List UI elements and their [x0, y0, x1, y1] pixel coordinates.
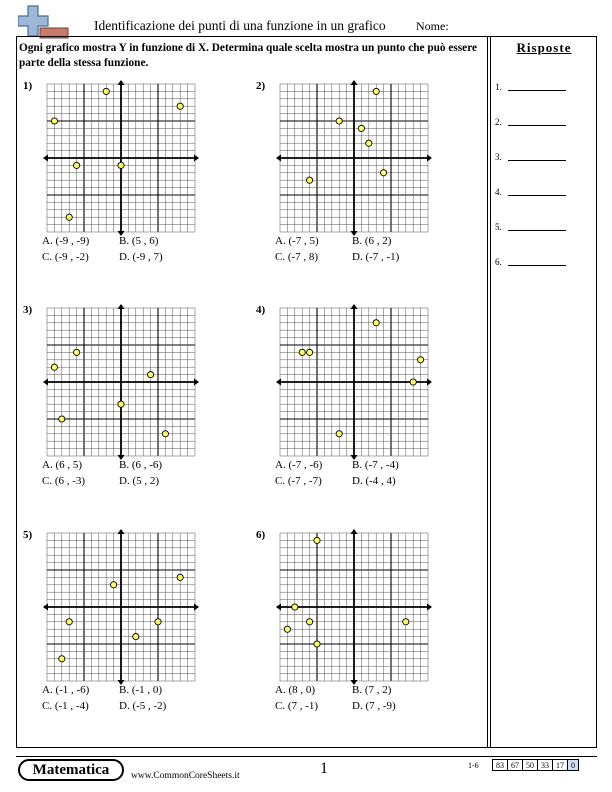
x-axis-arrow — [427, 379, 432, 386]
problem-4 — [256, 304, 476, 504]
plotted-point — [51, 364, 57, 370]
plotted-point — [336, 118, 342, 124]
plotted-point — [307, 619, 313, 625]
plotted-point — [118, 162, 124, 168]
problem-6 — [256, 529, 476, 729]
page-number: 1 — [320, 760, 328, 777]
x-axis-arrow — [427, 155, 432, 162]
problem-range: 1-6 — [468, 761, 479, 770]
choice-b: B. (6 , 2) — [352, 235, 392, 247]
plotted-point — [177, 574, 183, 580]
plotted-point — [155, 619, 161, 625]
problem-number: 4) — [256, 304, 266, 316]
plotted-point — [373, 320, 379, 326]
y-axis-arrow — [118, 80, 125, 85]
plotted-point — [307, 177, 313, 183]
choice-c: C. (6 , -3) — [42, 475, 86, 487]
y-axis-arrow — [351, 304, 358, 309]
answer-label-5: 5. — [495, 222, 502, 232]
coordinate-graph — [276, 529, 432, 685]
plotted-point — [59, 656, 65, 662]
plotted-point — [314, 537, 320, 543]
answer-column-divider — [487, 36, 491, 748]
plotted-point — [59, 416, 65, 422]
subject-badge: Matematica — [18, 759, 124, 781]
coordinate-graph — [43, 80, 199, 236]
answer-line-1[interactable] — [508, 90, 566, 91]
score-cell: 83 — [496, 761, 504, 770]
plotted-point — [381, 170, 387, 176]
x-axis-arrow — [276, 155, 281, 162]
plotted-point — [103, 88, 109, 94]
problem-2 — [256, 80, 476, 280]
plotted-point — [336, 431, 342, 437]
plotted-point — [410, 379, 416, 385]
choice-a: A. (-9 , -9) — [42, 235, 90, 247]
plotted-point — [358, 125, 364, 131]
answer-label-6: 6. — [495, 257, 502, 267]
answers-title: Risposte — [516, 40, 572, 55]
answer-line-6[interactable] — [508, 265, 566, 266]
plotted-point — [366, 140, 372, 146]
plotted-point — [314, 641, 320, 647]
answer-label-2: 2. — [495, 117, 502, 127]
answer-line-2[interactable] — [508, 125, 566, 126]
score-cell: 0 — [567, 760, 578, 770]
score-cell: 67 — [507, 760, 522, 770]
answer-line-3[interactable] — [508, 160, 566, 161]
choice-d: D. (-9 , 7) — [119, 251, 163, 263]
choice-d: D. (5 , 2) — [119, 475, 160, 487]
problem-5 — [23, 529, 243, 729]
plotted-point — [118, 401, 124, 407]
score-table — [492, 759, 579, 771]
problem-3 — [23, 304, 243, 504]
choice-a: A. (8 , 0) — [275, 684, 316, 696]
worksheet-logo — [18, 4, 70, 40]
choice-b: B. (-1 , 0) — [119, 684, 163, 696]
x-axis-arrow — [43, 604, 48, 611]
choice-d: D. (7 , -9) — [352, 700, 396, 712]
plotted-point — [74, 349, 80, 355]
x-axis-arrow — [194, 155, 199, 162]
problem-number: 2) — [256, 80, 266, 92]
plotted-point — [418, 357, 424, 363]
plotted-point — [284, 626, 290, 632]
coordinate-graph — [276, 304, 432, 460]
plotted-point — [66, 214, 72, 220]
x-axis-arrow — [427, 604, 432, 611]
choice-a: A. (-7 , -6) — [275, 459, 323, 471]
answer-label-1: 1. — [495, 82, 502, 92]
answer-line-5[interactable] — [508, 230, 566, 231]
instructions: Ogni grafico mostra Y in funzione di X. Determina quale scelta mostra un punto che può essere parte della stessa funzione. — [19, 42, 478, 69]
x-axis-arrow — [194, 379, 199, 386]
x-axis-arrow — [43, 379, 48, 386]
plotted-point — [403, 619, 409, 625]
problem-1 — [23, 80, 243, 280]
y-axis-arrow — [351, 80, 358, 85]
problem-number: 5) — [23, 529, 33, 541]
choice-a: A. (-7 , 5) — [275, 235, 319, 247]
choice-c: C. (-7 , 8) — [275, 251, 319, 263]
choice-d: D. (-5 , -2) — [119, 700, 167, 712]
y-axis-arrow — [118, 304, 125, 309]
choice-b: B. (7 , 2) — [352, 684, 392, 696]
plotted-point — [148, 372, 154, 378]
answer-label-3: 3. — [495, 152, 502, 162]
plotted-point — [51, 118, 57, 124]
x-axis-arrow — [276, 379, 281, 386]
choice-b: B. (5 , 6) — [119, 235, 159, 247]
choice-c: C. (-1 , -4) — [42, 700, 89, 712]
plotted-point — [162, 431, 168, 437]
worksheet-title: Identificazione dei punti di una funzione in un grafico — [94, 18, 386, 33]
problem-number: 6) — [256, 529, 266, 541]
plotted-point — [299, 349, 305, 355]
coordinate-graph — [43, 529, 199, 685]
y-axis-arrow — [351, 529, 358, 534]
choice-d: D. (-4 , 4) — [352, 475, 396, 487]
website-text: www.CommonCoreSheets.it — [131, 771, 240, 781]
answer-label-4: 4. — [495, 187, 502, 197]
answer-line-4[interactable] — [508, 195, 566, 196]
coordinate-graph — [276, 80, 432, 236]
choice-c: C. (-7 , -7) — [275, 475, 322, 487]
name-label: Nome: — [416, 19, 449, 33]
plotted-point — [74, 162, 80, 168]
footer-divider — [16, 756, 597, 757]
choice-b: B. (-7 , -4) — [352, 459, 399, 471]
score-cell: 50 — [522, 760, 537, 770]
x-axis-arrow — [43, 155, 48, 162]
y-axis-arrow — [118, 529, 125, 534]
choice-c: C. (7 , -1) — [275, 700, 319, 712]
choice-c: C. (-9 , -2) — [42, 251, 89, 263]
score-cell: 33 — [537, 760, 552, 770]
plotted-point — [133, 634, 139, 640]
plotted-point — [307, 349, 313, 355]
x-axis-arrow — [276, 604, 281, 611]
plotted-point — [292, 604, 298, 610]
choice-a: A. (6 , 5) — [42, 459, 83, 471]
plotted-point — [177, 103, 183, 109]
score-cell: 17 — [552, 760, 567, 770]
problem-number: 1) — [23, 80, 33, 92]
x-axis-arrow — [194, 604, 199, 611]
choice-b: B. (6 , -6) — [119, 459, 163, 471]
plotted-point — [373, 88, 379, 94]
plotted-point — [111, 582, 117, 588]
plotted-point — [66, 619, 72, 625]
choice-d: D. (-7 , -1) — [352, 251, 400, 263]
choice-a: A. (-1 , -6) — [42, 684, 90, 696]
problem-number: 3) — [23, 304, 33, 316]
coordinate-graph — [43, 304, 199, 460]
